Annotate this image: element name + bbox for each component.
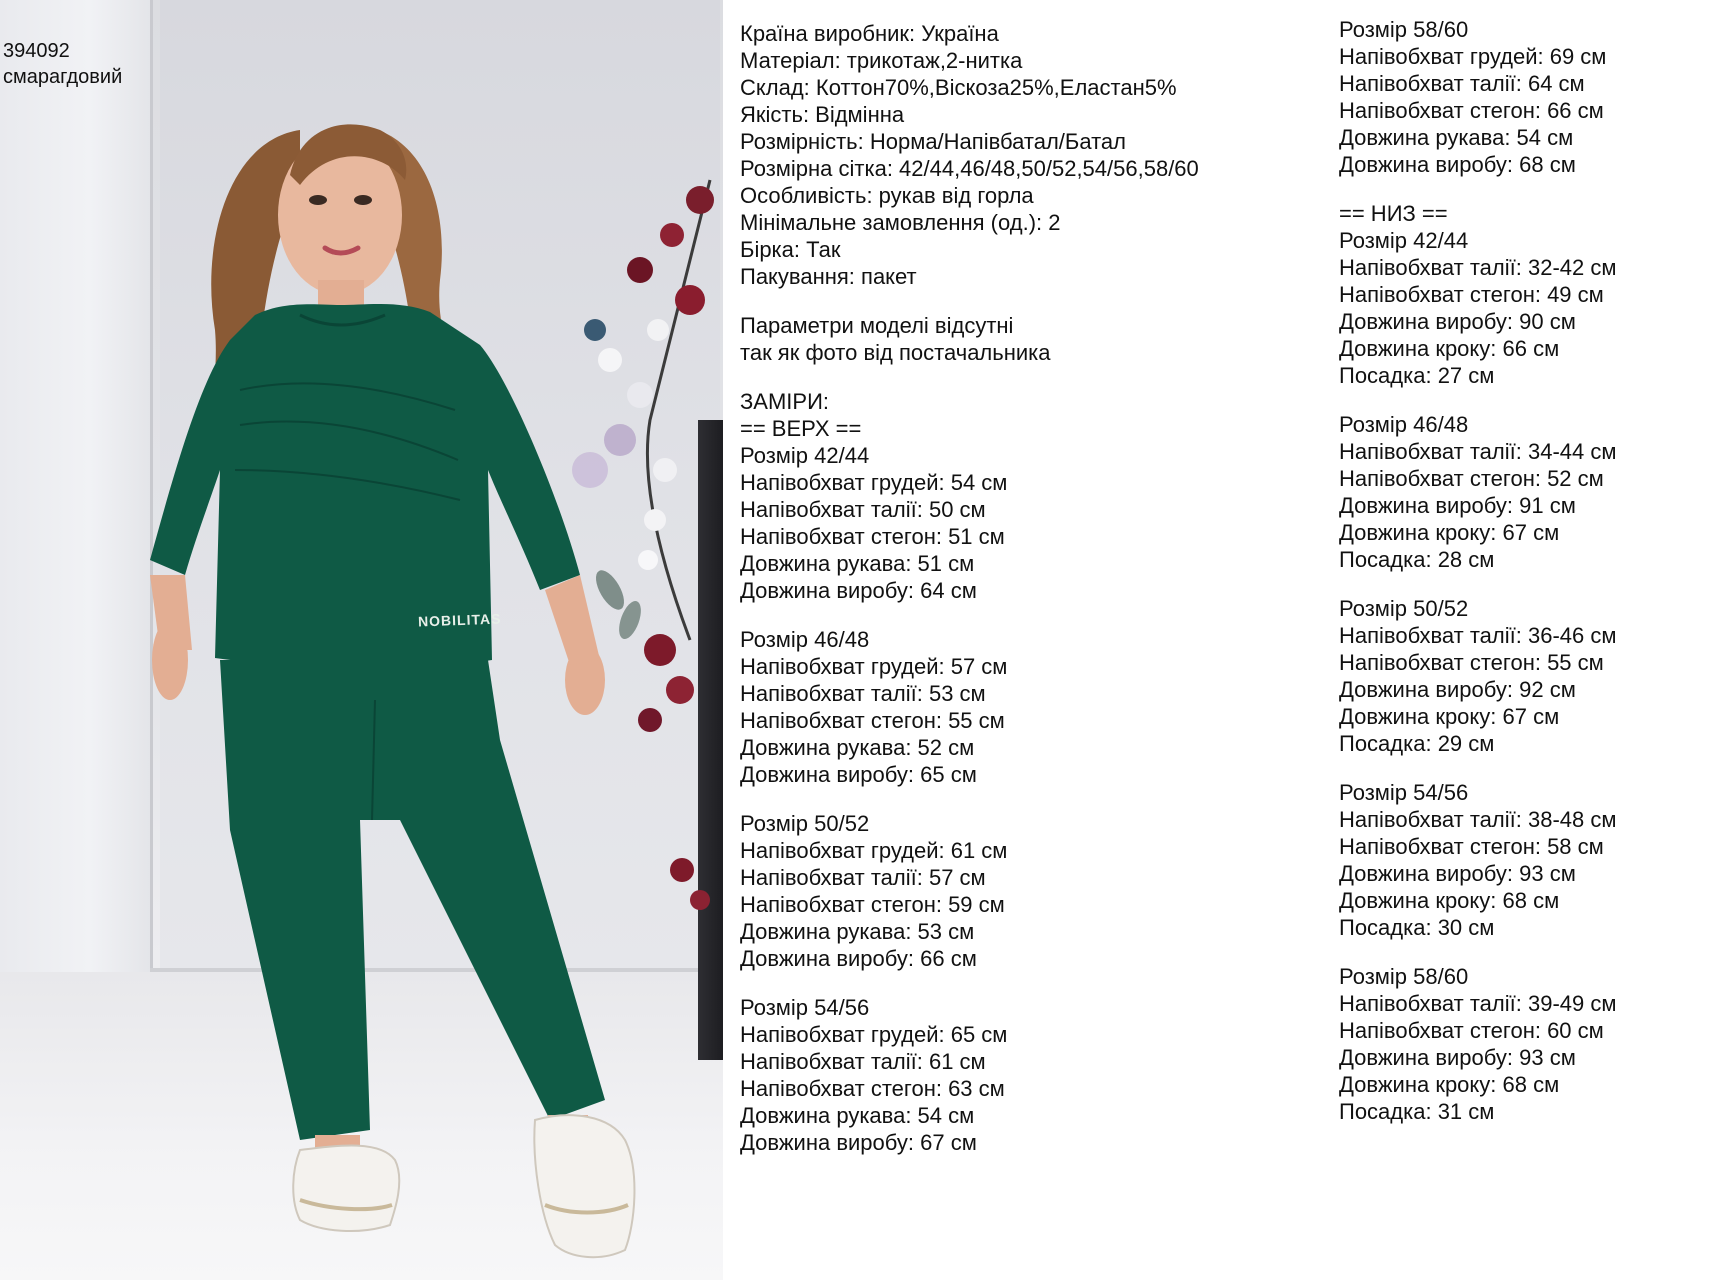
size-label: Розмір 58/60: [1339, 17, 1469, 42]
pants-garment: [220, 660, 605, 1140]
model-note-line: так як фото від постачальника: [740, 340, 1051, 365]
measure-line: Напівобхват талії: 57 см: [740, 865, 986, 890]
size-label: Розмір 54/56: [740, 995, 870, 1020]
measure-line: Напівобхват талії: 53 см: [740, 681, 986, 706]
sku-code: 394092: [3, 40, 70, 62]
measure-line: Довжина рукава: 51 см: [740, 551, 975, 576]
measure-line: Довжина виробу: 65 см: [740, 762, 977, 787]
photo-caption: [3, 38, 122, 90]
measure-line: Напівобхват грудей: 54 см: [740, 470, 1008, 495]
measure-line: Довжина виробу: 93 см: [1339, 861, 1576, 886]
measure-line: Напівобхват талії: 34-44 см: [1339, 439, 1617, 464]
info-line: Склад: Коттон70%,Віскоза25%,Еластан5%: [740, 75, 1177, 100]
info-line: Пакування: пакет: [740, 264, 917, 289]
model-note-line: Параметри моделі відсутні: [740, 313, 1014, 338]
measure-line: Посадка: 29 см: [1339, 731, 1495, 756]
measure-line: Довжина виробу: 91 см: [1339, 493, 1576, 518]
measure-line: Довжина виробу: 67 см: [740, 1130, 977, 1155]
top-size-block: [740, 994, 1199, 1156]
model-figure-illustration: [0, 0, 723, 1280]
measure-line: Напівобхват стегон: 58 см: [1339, 834, 1604, 859]
top-garment: [150, 304, 580, 667]
flower-decoration: [572, 180, 714, 910]
measure-line: Довжина кроку: 67 см: [1339, 520, 1560, 545]
measure-line: Посадка: 27 см: [1339, 363, 1495, 388]
measure-line: Напівобхват талії: 38-48 см: [1339, 807, 1617, 832]
measure-line: Напівобхват грудей: 57 см: [740, 654, 1008, 679]
measure-line: Довжина виробу: 66 см: [740, 946, 977, 971]
info-line: Бірка: Так: [740, 237, 841, 262]
size-label: Розмір 54/56: [1339, 780, 1469, 805]
right-sneaker: [534, 1115, 634, 1257]
measure-line: Напівобхват талії: 39-49 см: [1339, 991, 1617, 1016]
size-label: Розмір 50/52: [1339, 596, 1469, 621]
measure-line: Довжина виробу: 93 см: [1339, 1045, 1576, 1070]
spec-column-right: [1339, 16, 1616, 1125]
top-size-block: [740, 626, 1199, 788]
measure-line: Довжина рукава: 54 см: [740, 1103, 975, 1128]
top-size-block: [740, 442, 1199, 604]
info-line: Країна виробник: Україна: [740, 21, 999, 46]
measure-line: Напівобхват стегон: 51 см: [740, 524, 1005, 549]
measure-line: Напівобхват талії: 36-46 см: [1339, 623, 1617, 648]
measure-line: Напівобхват стегон: 59 см: [740, 892, 1005, 917]
top-size-block: [740, 810, 1199, 972]
size-label: Розмір 58/60: [1339, 964, 1469, 989]
measure-line: Напівобхват талії: 61 см: [740, 1049, 986, 1074]
spec-column-left: [740, 20, 1199, 1156]
measure-line: Довжина рукава: 52 см: [740, 735, 975, 760]
bottom-size-block: [1339, 227, 1616, 389]
measure-line: Довжина кроку: 67 см: [1339, 704, 1560, 729]
bottom-size-block: [1339, 963, 1616, 1125]
bottom-size-block: [1339, 411, 1616, 573]
product-info: [740, 20, 1199, 290]
color-name: смарагдовий: [3, 66, 123, 88]
model-note: [740, 312, 1199, 366]
measure-line: Напівобхват талії: 50 см: [740, 497, 986, 522]
left-sneaker: [293, 1146, 399, 1231]
measure-line: Посадка: 28 см: [1339, 547, 1495, 572]
measure-line: Напівобхват стегон: 52 см: [1339, 466, 1604, 491]
measure-line: Напівобхват талії: 64 см: [1339, 71, 1585, 96]
size-label: Розмір 42/44: [1339, 228, 1469, 253]
measure-line: Довжина кроку: 68 см: [1339, 888, 1560, 913]
info-line: Якість: Відмінна: [740, 102, 905, 127]
size-label: Розмір 42/44: [740, 443, 870, 468]
measure-line: Посадка: 31 см: [1339, 1099, 1495, 1124]
measure-line: Напівобхват стегон: 66 см: [1339, 98, 1604, 123]
info-line: Матеріал: трикотаж,2-нитка: [740, 48, 1023, 73]
measure-line: Напівобхват грудей: 69 см: [1339, 44, 1607, 69]
bottom-size-block: [1339, 779, 1616, 941]
size-label: Розмір 46/48: [740, 627, 870, 652]
measure-line: Напівобхват стегон: 55 см: [1339, 650, 1604, 675]
bottom-section-title: == НИЗ ==: [1339, 201, 1448, 226]
info-line: Мінімальне замовлення (од.): 2: [740, 210, 1061, 235]
measure-line: Довжина виробу: 92 см: [1339, 677, 1576, 702]
info-line: Розмірність: Норма/Напівбатал/Батал: [740, 129, 1126, 154]
measure-line: Напівобхват стегон: 55 см: [740, 708, 1005, 733]
bottom-size-block: [1339, 595, 1616, 757]
measure-line: Довжина виробу: 68 см: [1339, 152, 1576, 177]
size-label: Розмір 50/52: [740, 811, 870, 836]
measure-line: Довжина виробу: 64 см: [740, 578, 977, 603]
measure-line: Напівобхват грудей: 65 см: [740, 1022, 1008, 1047]
measure-line: Посадка: 30 см: [1339, 915, 1495, 940]
measure-line: Напівобхват грудей: 61 см: [740, 838, 1008, 863]
measure-line: Довжина кроку: 66 см: [1339, 336, 1560, 361]
top-size-block: [1339, 16, 1616, 178]
measure-line: Напівобхват стегон: 49 см: [1339, 282, 1604, 307]
measure-line: Довжина рукава: 54 см: [1339, 125, 1574, 150]
measure-line: Довжина рукава: 53 см: [740, 919, 975, 944]
brand-print: NOBILITAS: [417, 610, 502, 630]
top-section-title: == ВЕРХ ==: [740, 416, 862, 441]
measurements-title: ЗАМІРИ:: [740, 389, 829, 414]
measure-line: Довжина кроку: 68 см: [1339, 1072, 1560, 1097]
info-line: Особливість: рукав від горла: [740, 183, 1034, 208]
size-label: Розмір 46/48: [1339, 412, 1469, 437]
measure-line: Напівобхват стегон: 63 см: [740, 1076, 1005, 1101]
info-line: Розмірна сітка: 42/44,46/48,50/52,54/56,58/60: [740, 156, 1199, 181]
product-photo: [0, 0, 723, 1280]
measure-line: Напівобхват талії: 32-42 см: [1339, 255, 1617, 280]
measure-line: Напівобхват стегон: 60 см: [1339, 1018, 1604, 1043]
measure-line: Довжина виробу: 90 см: [1339, 309, 1576, 334]
